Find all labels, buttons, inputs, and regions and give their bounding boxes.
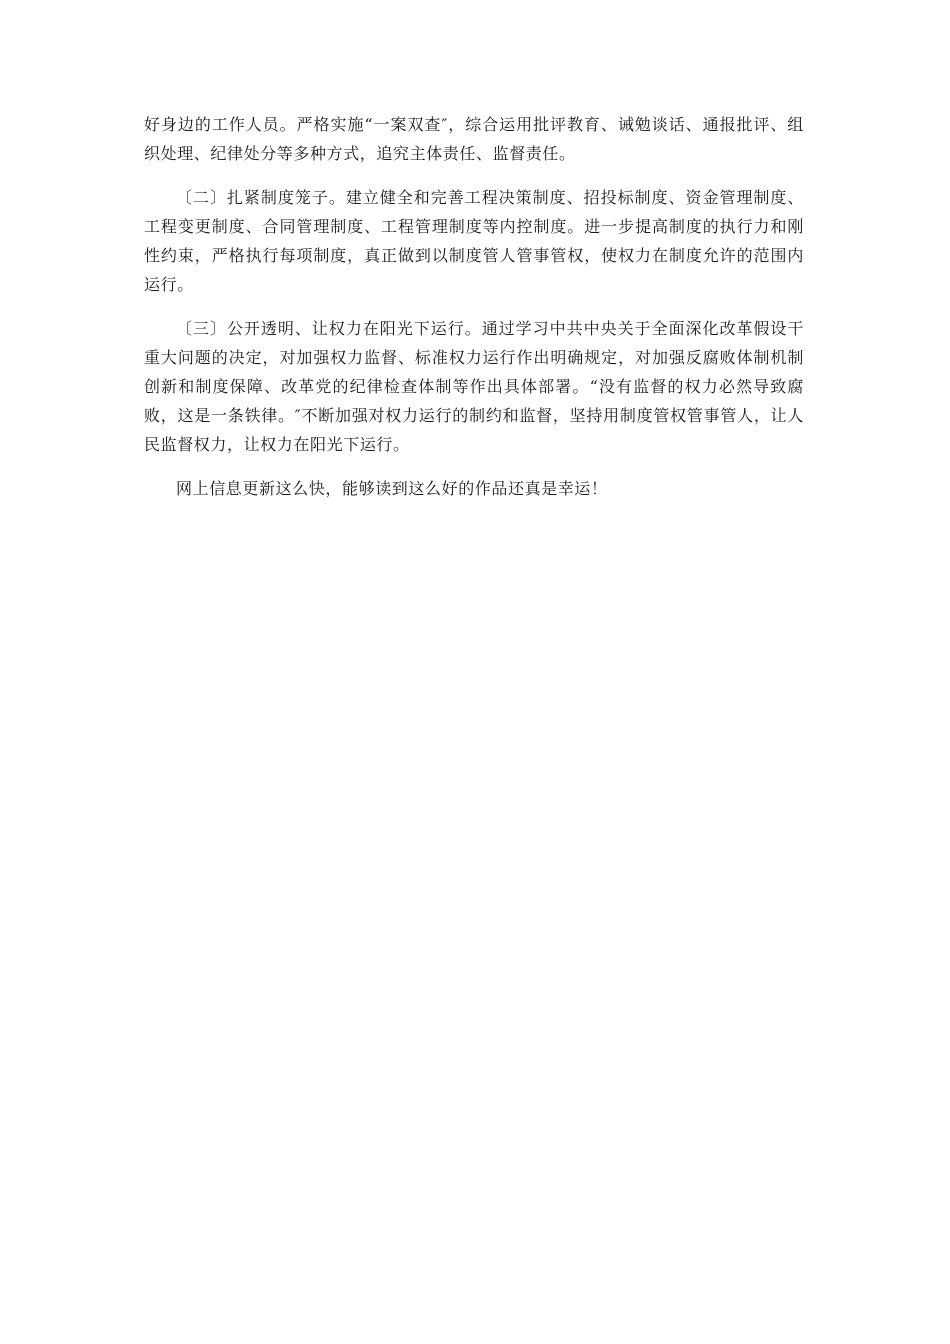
paragraph-continuation: 好身边的工作人员。严格实施“一案双查″，综合运用批评教育、诫勉谈话、通报批评、组织处理、纪律处分等多种方式，追究主体责任、监督责任。: [144, 115, 804, 163]
paragraph-section-three: 〔三〕公开透明、让权力在阳光下运行。通过学习中共中央关于全面深化改革假设干重大问题的决定，对加强权力监督、标准权力运行作出明确规定，对加强反腐败体制机制创新和制度保障、改革党的纪律检查体制等作出具体部署。“没有监督的权力必然导致腐败，这是一条铁律。″不断加强对权力运行的制约和监督，坚持用制度管权管事管人，让人民监督权力，让权力在阳光下运行。: [144, 319, 804, 454]
paragraph-section-two: 〔二〕扎紧制度笼子。建立健全和完善工程决策制度、招投标制度、资金管理制度、工程变更制度、合同管理制度、工程管理制度等内控制度。进一步提高制度的执行力和刚性约束，严格执行每项制度，真正做到以制度管人管事管权，使权力在制度允许的范围内运行。: [144, 188, 804, 294]
document-body: [144, 110, 804, 518]
paragraph-closing: 网上信息更新这么快，能够读到这么好的作品还真是幸运！: [176, 479, 608, 498]
